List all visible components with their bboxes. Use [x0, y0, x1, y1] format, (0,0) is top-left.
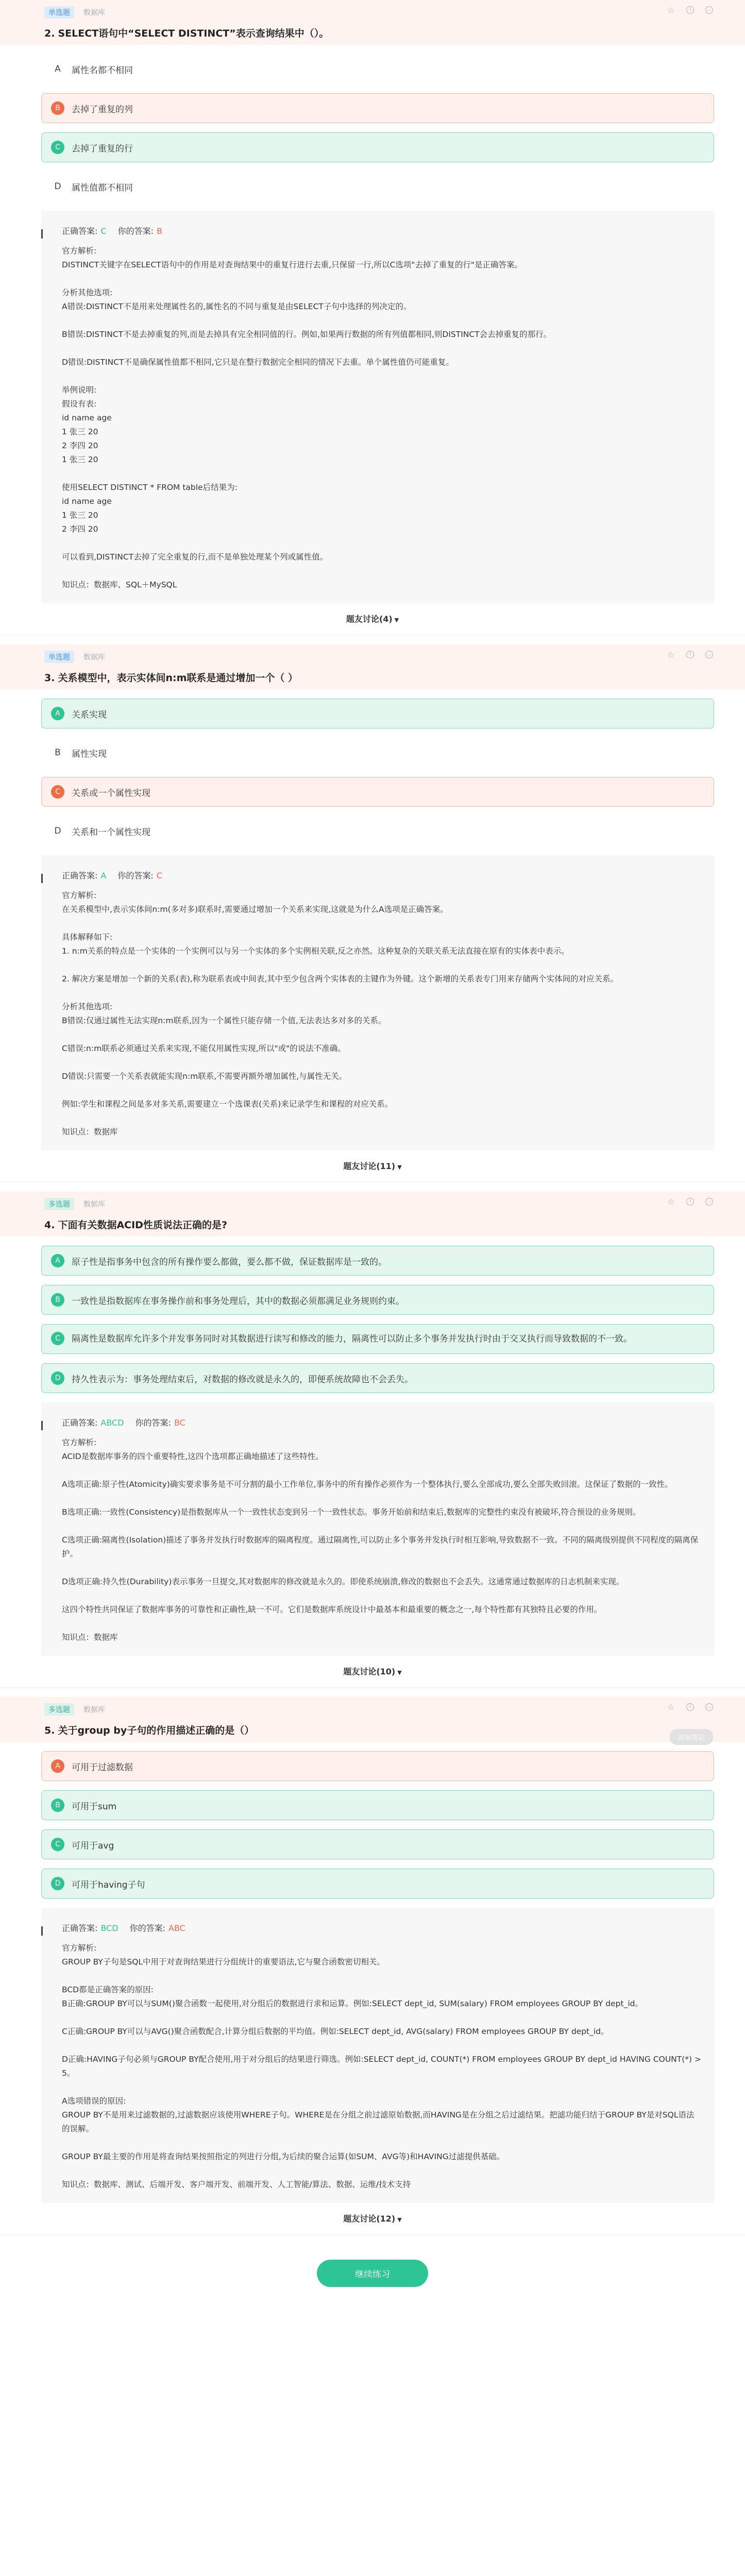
option-text: 属性名都不相同: [72, 65, 133, 76]
option-letter: D: [54, 181, 61, 192]
question-card: [0, 0, 745, 645]
question-card: [0, 645, 745, 1192]
correct-answer-value: BCD: [100, 1923, 118, 1933]
option-b[interactable]: [41, 93, 714, 123]
info-icon[interactable]: i: [686, 1703, 694, 1711]
option-d[interactable]: [41, 816, 714, 846]
option-c[interactable]: [41, 1829, 714, 1859]
option-c[interactable]: [41, 132, 714, 162]
option-c[interactable]: [41, 1324, 714, 1354]
question-title: [44, 670, 714, 684]
option-b[interactable]: [41, 738, 714, 768]
question-type-badge: 单选题: [44, 651, 74, 663]
correct-answer-label: 正确答案:: [62, 871, 98, 880]
question-text: 关于group by子句的作用描述正确的是（）: [58, 1725, 255, 1736]
question-type-badge: 多选题: [44, 1703, 74, 1716]
option-letter: A: [51, 1254, 64, 1267]
option-text: 隔离性是数据库允许多个并发事务同时对其数据进行读写和修改的能力，隔离性可以防止多个事务并发执行时由于交叉执行而导致数据的不一致。: [72, 1334, 632, 1344]
question-actions: [667, 1703, 713, 1711]
question-header: [0, 1192, 745, 1236]
question-number: 5.: [44, 1725, 55, 1736]
question-text: SELECT语句中“SELECT DISTINCT”表示查询结果中（）。: [58, 28, 329, 39]
more-icon[interactable]: …: [705, 1703, 713, 1711]
more-icon[interactable]: …: [705, 651, 713, 658]
more-icon[interactable]: …: [705, 6, 713, 14]
answer-panel: [41, 1402, 714, 1656]
discussion-label: 题友讨论(12): [343, 2214, 396, 2224]
explanation-text: 官方解析: GROUP BY子句是SQL中用于对查询结果进行分组统计的重要语法,它与聚合函数密切相关。 BCD都是正确答案的原因: B正确:GROUP BY可以与SUM()聚合函数一起使用,对分组后的数据进行求和运算。例如:SELECT dept_id, SUM(salary) FROM employees GROUP BY dept_id。 C正确:GROUP BY可以与AVG()聚合函数配合,计算分组后数据的平均值。例如:SELECT dept_id, AVG(salary) FROM employees GROUP BY dept_id。 D正确:HAVING子句必须与GROUP BY配合使用,用于对分组后的结果进行筛选。例如:SELECT dept_id, COUNT(*) FROM employees GROUP BY dept_id HAVING COUNT(*) > 5。 A选项错误的原因: GROUP BY不是用来过滤数据的,过滤数据应该使用WHERE子句。WHERE是在分组之前过滤原始数据,而HAVING是在分组之后过滤结果。把滤功能归结于GROUP BY是对SQL语法的误解。 GROUP BY最主要的作用是将查询结果按照指定的列进行分组,为后续的聚合运算(如SUM、AVG等)和HAVING过滤提供基础。 知识点：数据库、测试、后端开发、客户端开发、前端开发、人工智能/算法、数据、运维/技术支持: [62, 1943, 701, 2189]
question-tags: [44, 1198, 714, 1210]
discussion-toggle[interactable]: [0, 1656, 745, 1677]
answer-panel: [41, 1908, 714, 2203]
option-text: 关系或一个属性实现: [72, 788, 150, 799]
discussion-toggle[interactable]: [0, 603, 745, 624]
correct-answer-value: ABCD: [100, 1418, 124, 1428]
explanation-text: 官方解析: DISTINCT关键字在SELECT语句中的作用是对查询结果中的重复行进行去重,只保留一行,所以C选项"去掉了重复的行"是正确答案。 分析其他选项: A错误:DISTINCT不是用来处理属性名的,属性名的不同与重复是由SELECT子句中选择的列决定的。 B错误:DISTINCT不是去掉重复的列,而是去掉具有完全相同值的行。例如,如果两行数据的所有列值都相同,则DISTINCT会去掉重复的那行。 D错误:DISTINCT不是确保属性值都不相同,它只是在整行数据完全相同的情况下去重。单个属性值仍可能重复。 举例说明: 假设有表: id name age 1 张三 20 2 李四 20 1 张三 20 使用SELECT DISTINCT * FROM table后结果为: id name age 1 张三 20 2 李四 20 可以看到,DISTINCT去掉了完全重复的行,而不是单独处理某个列或属性值。 知识点：数据库、SQL＋MySQL: [62, 246, 552, 589]
question-header: [0, 645, 745, 689]
option-text: 持久性表示为：事务处理结束后，对数据的修改就是永久的，即便系统故障也不会丢失。: [72, 1374, 413, 1385]
answer-summary: [62, 1416, 702, 1430]
correct-answer-label: 正确答案:: [62, 1418, 98, 1428]
question-tags: [44, 6, 714, 19]
explanation-text: 官方解析: 在关系模型中,表示实体间n:m(多对多)联系时,需要通过增加一个关系来实现,这就是为什么A选项是正确答案。 具体解释如下: 1. n:m关系的特点是一个实体的一个实例可以与另一个实体的多个实例相关联,反之亦然。这种复杂的关联关系无法直接在原有的实体表中表示。 2. 解决方案是增加一个新的关系(表),称为联系表或中间表,其中至少包含两个实体表的主键作为外键。这个新增的关系表专门用来存储两个实体间的对应关系。 分析其他选项: B错误:仅通过属性无法实现n:m联系,因为一个属性只能存储一个值,无法表达多对多的关系。 C错误:n:m联系必须通过关系来实现,不能仅用属性实现,所以"或"的说法不准确。 D错误:只需要一个关系表就能实现n:m联系,不需要再额外增加属性,与属性无关。 例如:学生和课程之间是多对多关系,需要建立一个选课表(关系)来记录学生和课程的对应关系。 知识点：数据库: [62, 891, 619, 1137]
explanation-text: 官方解析: ACID是数据库事务的四个重要特性,这四个选项都正确地描述了这些特性。 A选项正确:原子性(Atomicity)确实要求事务是不可分割的最小工作单位,事务中的所有操作必须作为一个整体执行,要么全部成功,要么全部失败回滚。这保证了数据的一致性。 B选项正确:一致性(Consistency)是指数据库从一个一致性状态变到另一个一致性状态。事务开始前和结束后,数据库的完整性约束没有被破坏,符合预设的业务规则。 C选项正确:隔离性(Isolation)描述了事务并发执行时数据库的隔离程度。通过隔离性,可以防止多个事务并发执行时相互影响,导致数据不一致。不同的隔离级别提供不同程度的隔离保护。 D选项正确:持久性(Durability)表示事务一旦提交,其对数据库的修改就是永久的。即使系统崩溃,修改的数据也不会丢失。这通常通过数据库的日志机制来实现。 这四个特性共同保证了数据库事务的可靠性和正确性,缺一不可。它们是数据库系统设计中最基本和最重要的概念之一,每个特性都有其独特且必要的作用。 知识点：数据库: [62, 1438, 699, 1642]
option-text: 属性实现: [72, 749, 107, 759]
chevron-down-icon: ▼: [397, 2216, 402, 2223]
correct-answer-value: C: [100, 226, 107, 236]
chevron-down-icon: ▼: [397, 1669, 402, 1676]
option-a[interactable]: [41, 1751, 714, 1781]
question-library-label: 数据库: [83, 1200, 105, 1209]
option-letter: B: [51, 101, 64, 115]
divider: [0, 2234, 745, 2244]
your-answer-label: 你的答案:: [129, 1923, 165, 1933]
option-letter: A: [51, 1759, 64, 1773]
option-a[interactable]: [41, 699, 714, 728]
more-icon[interactable]: …: [705, 1198, 713, 1206]
question-library-label: 数据库: [83, 653, 105, 662]
option-letter: C: [51, 1838, 64, 1851]
options-list: [0, 1742, 745, 1899]
option-text: 一致性是指数据库在事务操作前和事务处理后，其中的数据必须都满足业务规则约束。: [72, 1296, 404, 1307]
question-header: [0, 0, 745, 45]
your-answer-label: 你的答案:: [117, 871, 154, 880]
option-letter: C: [51, 785, 64, 799]
question-library-label: 数据库: [83, 1706, 105, 1714]
option-letter: A: [55, 64, 61, 74]
your-answer-value: C: [156, 871, 162, 880]
question-title: [44, 26, 714, 40]
question-card: [0, 1697, 745, 2244]
option-d[interactable]: [41, 1363, 714, 1393]
star-icon[interactable]: ☆: [667, 5, 675, 15]
discussion-label: 题友讨论(11): [343, 1161, 396, 1171]
question-actions: [667, 6, 713, 14]
option-letter: B: [55, 748, 61, 758]
option-letter: C: [51, 141, 64, 154]
question-header: [0, 1697, 745, 1742]
option-d[interactable]: [41, 1869, 714, 1899]
option-text: 属性值都不相同: [72, 182, 133, 193]
option-text: 去掉了重复的行: [72, 143, 133, 154]
correct-answer-label: 正确答案:: [62, 1923, 98, 1933]
answer-panel: [41, 211, 714, 603]
option-letter: D: [54, 826, 61, 836]
question-number: 3.: [44, 672, 55, 684]
option-b[interactable]: [41, 1790, 714, 1820]
option-a[interactable]: [41, 54, 714, 84]
your-answer-label: 你的答案:: [135, 1418, 171, 1428]
option-text: 可用于过滤数据: [72, 1762, 133, 1773]
option-letter: D: [51, 1877, 64, 1890]
chevron-down-icon: ▼: [394, 617, 399, 623]
info-icon[interactable]: i: [686, 651, 694, 658]
option-text: 可用于sum: [72, 1801, 117, 1812]
option-text: 关系实现: [72, 709, 107, 720]
info-icon[interactable]: i: [686, 6, 694, 14]
question-tags: [44, 1703, 714, 1716]
option-text: 原子性是指事务中包含的所有操作要么都做，要么都不做，保证数据库是一致的。: [72, 1257, 387, 1267]
question-number: 4.: [44, 1219, 55, 1231]
answer-summary: [62, 1921, 702, 1935]
answer-summary: [62, 224, 702, 238]
option-b[interactable]: [41, 1285, 714, 1315]
question-card: [0, 1192, 745, 1697]
option-d[interactable]: [41, 172, 714, 201]
option-text: 可用于avg: [72, 1840, 114, 1851]
option-letter: C: [51, 1332, 64, 1345]
answer-marker: [41, 229, 43, 239]
discussion-label: 题友讨论(4): [346, 614, 393, 624]
divider: [0, 1687, 745, 1697]
question-number: 2.: [44, 28, 55, 39]
correct-answer-label: 正确答案:: [62, 226, 98, 236]
discussion-toggle[interactable]: [0, 2203, 745, 2224]
question-actions: [667, 1198, 713, 1206]
your-answer-value: BC: [174, 1418, 185, 1428]
chevron-down-icon: ▼: [397, 1164, 402, 1171]
option-text: 可用于having子句: [72, 1879, 145, 1890]
answer-panel: [41, 855, 714, 1150]
correct-answer-value: A: [100, 871, 107, 880]
star-icon[interactable]: ☆: [667, 650, 675, 659]
answer-marker: [41, 1926, 43, 1936]
your-answer-value: B: [156, 226, 162, 236]
option-c[interactable]: [41, 777, 714, 807]
question-type-badge: 单选题: [44, 6, 74, 19]
option-letter: A: [51, 707, 64, 720]
options-list: [0, 1236, 745, 1393]
your-answer-label: 你的答案:: [117, 226, 154, 236]
option-letter: B: [51, 1293, 64, 1307]
answer-summary: [62, 869, 702, 883]
question-actions: [667, 651, 713, 659]
option-text: 去掉了重复的列: [72, 104, 133, 115]
option-letter: D: [51, 1371, 64, 1385]
add-note-button[interactable]: 添加笔记: [670, 1729, 713, 1745]
star-icon[interactable]: ☆: [667, 1702, 675, 1712]
continue-area: [0, 2260, 745, 2287]
question-text: 下面有关数据ACID性质说法正确的是?: [58, 1219, 227, 1231]
option-letter: B: [51, 1799, 64, 1812]
your-answer-value: ABC: [168, 1923, 185, 1933]
question-library-label: 数据库: [83, 9, 105, 17]
divider: [0, 1182, 745, 1192]
info-icon[interactable]: i: [686, 1198, 694, 1206]
option-a[interactable]: [41, 1246, 714, 1276]
answer-marker: [41, 1421, 43, 1430]
divider: [0, 635, 745, 645]
discussion-toggle[interactable]: [0, 1150, 745, 1172]
option-text: 关系和一个属性实现: [72, 827, 150, 838]
question-title: [44, 1723, 714, 1737]
star-icon[interactable]: ☆: [667, 1197, 675, 1207]
question-title: [44, 1217, 714, 1231]
question-text: 关系模型中，表示实体间n:m联系是通过增加一个（ ）: [58, 672, 298, 684]
continue-practice-button[interactable]: 继续练习: [317, 2260, 428, 2287]
question-type-badge: 多选题: [44, 1198, 74, 1210]
discussion-label: 题友讨论(10): [343, 1667, 396, 1676]
question-tags: [44, 651, 714, 663]
answer-marker: [41, 874, 43, 883]
options-list: [0, 45, 745, 201]
options-list: [0, 689, 745, 846]
